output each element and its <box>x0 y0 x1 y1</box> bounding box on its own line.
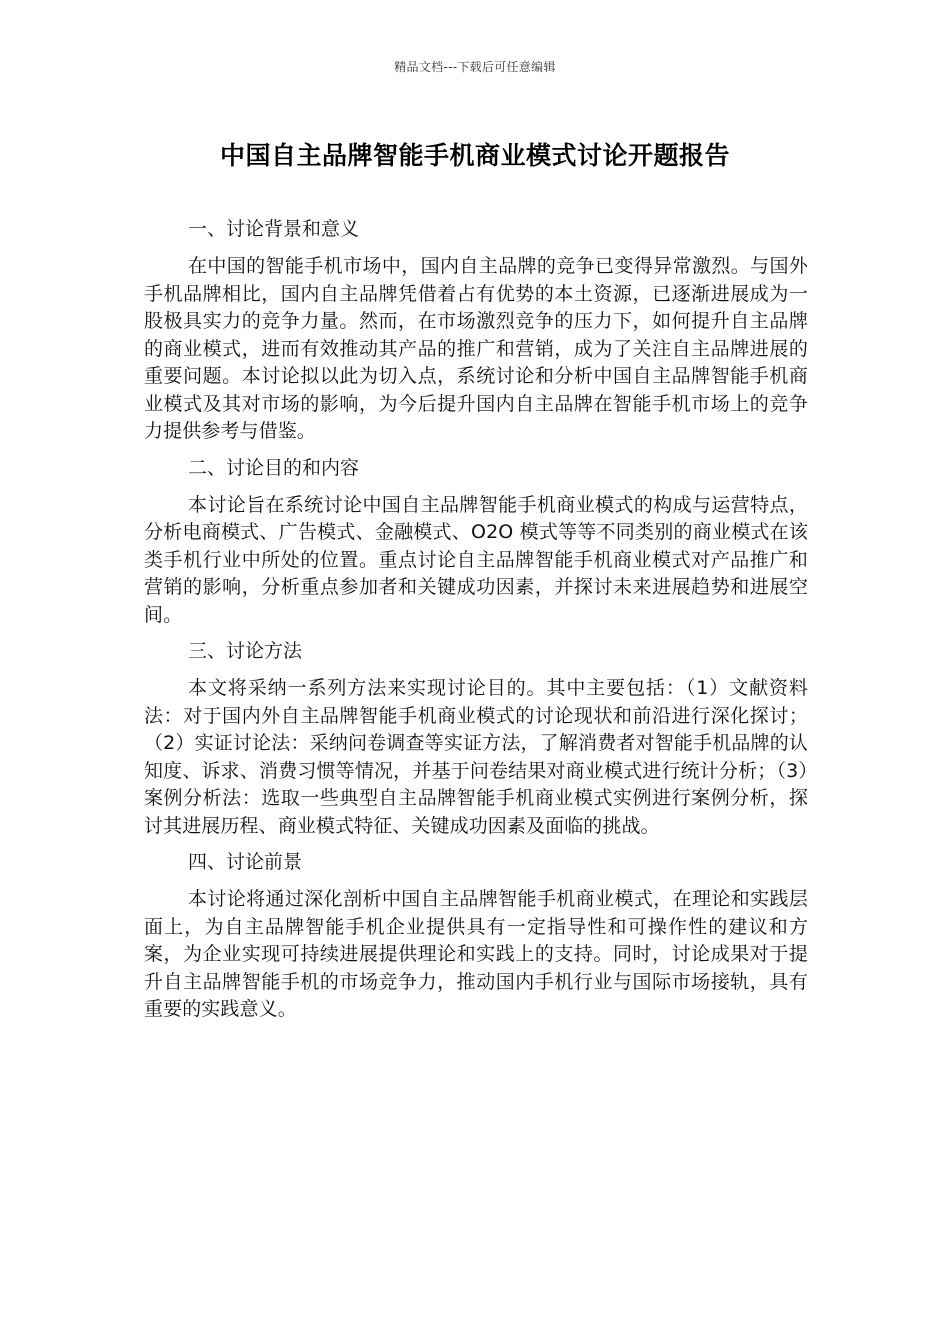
section-purpose <box>144 454 808 630</box>
section-prospects <box>144 848 808 1024</box>
section-background <box>144 215 808 446</box>
section-heading: 四、讨论前景 <box>188 851 303 873</box>
document-body <box>144 215 808 1032</box>
section-paragraph: 本讨论将通过深化剖析中国自主品牌智能手机商业模式，在理论和实践层面上，为自主品牌智能手机企业提供具有一定指导性和可操作性的建议和方案，为企业实现可持续进展提供理论和实践上的支持。同时，讨论成果对于提升自主品牌智能手机的市场竞争力，推动国内手机行业与国际市场接轨，具有重要的实践意义。 <box>144 888 808 1020</box>
section-heading: 三、讨论方法 <box>188 640 303 662</box>
document-title: 中国自主品牌智能手机商业模式讨论开题报告 <box>219 141 730 170</box>
section-heading: 一、讨论背景和意义 <box>188 218 360 240</box>
section-paragraph: 本讨论旨在系统讨论中国自主品牌智能手机商业模式的构成与运营特点，分析电商模式、广告模式、金融模式、O2O 模式等等不同类别的商业模式在该类手机行业中所处的位置。重点讨论自主品牌智能手机商业模式对产品推广和营销的影响，分析重点参加者和关键成功因素，并探讨未来进展趋势和进展空间。 <box>144 493 808 626</box>
section-paragraph: 本文将采纳一系列方法来实现讨论目的。其中主要包括：（1）文献资料法：对于国内外自主品牌智能手机商业模式的讨论现状和前沿进行深化探讨；（2）实证讨论法：采纳问卷调查等实证方法，了解消费者对智能手机品牌的认知度、诉求、消费习惯等情况，并基于问卷结果对商业模式进行统计分析；（3）案例分析法：选取一些典型自主品牌智能手机商业模式实例进行案例分析，探讨其进展历程、商业模式特征、关键成功因素及面临的挑战。 <box>144 677 808 837</box>
section-heading: 二、讨论目的和内容 <box>188 456 360 479</box>
section-methods <box>144 637 808 840</box>
section-paragraph: 在中国的智能手机市场中，国内自主品牌的竞争已变得异常激烈。与国外手机品牌相比，国内自主品牌凭借着占有优势的本土资源，已逐渐进展成为一股极具实力的竞争力量。然而，在市场激烈竞争的压力下，如何提升自主品牌的商业模式，进而有效推动其产品的推广和营销，成为了关注自主品牌进展的重要问题。本讨论拟以此为切入点，系统讨论和分析中国自主品牌智能手机商业模式及其对市场的影响，为今后提升国内自主品牌在智能手机市场上的竞争力提供参考与借鉴。 <box>144 255 808 442</box>
header-note: 精品文档---下载后可任意编辑 <box>394 60 556 74</box>
